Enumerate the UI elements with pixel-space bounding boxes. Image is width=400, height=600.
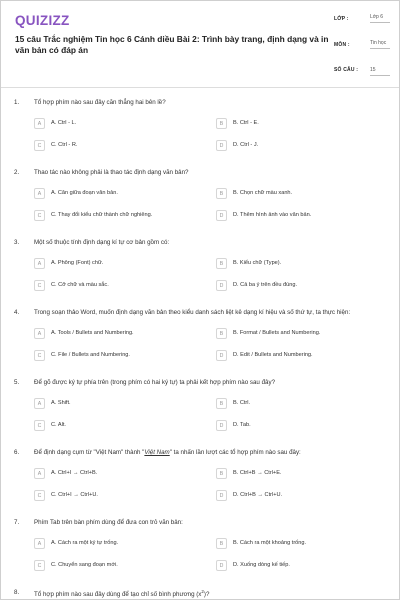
option-a[interactable] — [34, 398, 184, 410]
option-letter-box: C — [34, 210, 45, 221]
option-b[interactable] — [216, 328, 366, 340]
class-label: LỚP : — [334, 16, 349, 22]
option-b[interactable] — [216, 468, 366, 480]
option-letter-box: C — [34, 420, 45, 431]
option-a[interactable] — [34, 118, 184, 130]
quiz-meta — [334, 16, 390, 79]
question-number: 5. — [14, 379, 20, 386]
option-letter-box: D — [216, 490, 227, 501]
question-number: 6. — [14, 449, 20, 456]
option-d[interactable] — [216, 490, 366, 502]
count-label: SỐ CÂU : — [334, 67, 359, 73]
option-text: D. Cả ba ý trên đều đúng. — [233, 282, 298, 288]
option-letter-box: D — [216, 140, 227, 151]
option-letter-box: C — [34, 560, 45, 571]
meta-count-row — [334, 67, 390, 79]
meta-subject-row — [334, 42, 390, 67]
option-c[interactable] — [34, 490, 184, 502]
option-text: D. Xuống dòng kế tiếp. — [233, 562, 290, 568]
option-letter-box: D — [216, 350, 227, 361]
option-d[interactable] — [216, 350, 366, 362]
option-letter-box: D — [216, 210, 227, 221]
document-header — [1, 1, 400, 87]
option-letter-box: B — [216, 468, 227, 479]
option-letter-box: A — [34, 118, 45, 129]
option-b[interactable] — [216, 398, 366, 410]
option-letter-box: A — [34, 188, 45, 199]
option-text: A. Phông (Font) chữ. — [51, 260, 104, 266]
question-text-part: Tổ hợp phím nào sau đây dùng để tạo chỉ số bình phương (x — [34, 591, 202, 599]
option-c[interactable] — [34, 210, 184, 222]
option-text: B. Ctrl+B → Ctrl+E. — [233, 470, 282, 476]
count-value: 15 — [370, 67, 390, 76]
question-text: Phím Tab trên bàn phím dùng để đưa con trỏ văn bản: — [34, 519, 183, 526]
option-letter-box: B — [216, 398, 227, 409]
option-letter-box: A — [34, 468, 45, 479]
question-text-part: )? — [203, 591, 210, 599]
option-letter-box: B — [216, 118, 227, 129]
option-d[interactable] — [216, 140, 366, 152]
option-text: B. Ctrl. — [233, 400, 251, 406]
option-b[interactable] — [216, 118, 366, 130]
question-number: 1. — [14, 99, 20, 106]
option-letter-box: B — [216, 258, 227, 269]
option-text: A. Shift. — [51, 400, 71, 406]
option-text: C. Chuyển sang đoạn mới. — [51, 562, 118, 568]
meta-class-row — [334, 16, 390, 42]
option-text: B. Chọn chữ màu xanh. — [233, 190, 293, 196]
option-text: D. Tab. — [233, 422, 251, 428]
option-letter-box: D — [216, 280, 227, 291]
question-6 — [1, 437, 400, 507]
styled-viet-nam: Việt Nam — [144, 449, 170, 456]
option-text: D. Ctrl+B → Ctrl+U. — [233, 492, 283, 498]
option-letter-box: A — [34, 258, 45, 269]
question-number: 8. — [14, 589, 20, 596]
option-letter-box: A — [34, 398, 45, 409]
option-a[interactable] — [34, 538, 184, 550]
option-letter-box: B — [216, 538, 227, 549]
option-text: D. Edit / Bullets and Numbering. — [233, 352, 313, 358]
option-text: D. Thêm hình ảnh vào văn bản. — [233, 212, 312, 218]
option-text: A. Ctrl - L. — [51, 120, 77, 126]
subject-value: Tin học — [370, 40, 390, 49]
question-1 — [1, 87, 400, 157]
option-text: D. Ctrl - J. — [233, 142, 259, 148]
question-number: 2. — [14, 169, 20, 176]
option-b[interactable] — [216, 258, 366, 270]
option-letter-box: C — [34, 350, 45, 361]
class-value: Lớp 6 — [370, 14, 390, 23]
question-3 — [1, 227, 400, 297]
option-c[interactable] — [34, 280, 184, 292]
question-text: Tổ hợp phím nào sau đây căn thẳng hai bên lề? — [34, 99, 166, 106]
option-text: B. Kiểu chữ (Type). — [233, 260, 282, 266]
option-letter-box: D — [216, 420, 227, 431]
option-text: C. File / Bullets and Numbering. — [51, 352, 130, 358]
question-text: Để gõ được ký tự phía trên (trong phím có hai ký tự) ta phải kết hợp phím nào sau đây? — [34, 379, 276, 386]
option-c[interactable] — [34, 350, 184, 362]
option-c[interactable] — [34, 560, 184, 572]
option-text: B. Format / Bullets and Numbering. — [233, 330, 321, 336]
option-text: C. Cỡ chữ và màu sắc. — [51, 282, 109, 288]
document-title: 15 câu Trắc nghiệm Tin học 6 Cánh diều Bài 2: Trình bày trang, định dạng và in văn bản có đáp án — [15, 34, 329, 55]
question-7 — [1, 507, 400, 577]
option-letter-box: D — [216, 560, 227, 571]
option-text: B. Ctrl - E. — [233, 120, 259, 126]
option-letter-box: A — [34, 328, 45, 339]
option-text: B. Cách ra một khoảng trống. — [233, 540, 307, 546]
question-number: 3. — [14, 239, 20, 246]
option-text: C. Alt. — [51, 422, 66, 428]
question-text-part: Để định dạng cụm từ "Việt Nam" thành " — [34, 449, 145, 456]
option-a[interactable] — [34, 258, 184, 270]
option-letter-box: A — [34, 538, 45, 549]
option-d[interactable] — [216, 560, 366, 572]
subject-label: MÔN : — [334, 42, 350, 48]
option-text: C. Ctrl - R. — [51, 142, 78, 148]
option-d[interactable] — [216, 210, 366, 222]
option-c[interactable] — [34, 420, 184, 432]
question-5 — [1, 367, 400, 437]
option-letter-box: B — [216, 188, 227, 199]
option-text: C. Ctrl+I → Ctrl+U. — [51, 492, 98, 498]
option-b[interactable] — [216, 188, 366, 200]
question-text: Thao tác nào không phải là thao tác định dạng văn bản? — [34, 169, 189, 176]
question-text: Trong soạn thảo Word, muốn định dạng văn bản theo kiểu danh sách liệt kê dạng kí hiệu và số thứ tự, ta thực hiện: — [34, 309, 351, 316]
option-text: A. Căn giữa đoạn văn bản. — [51, 190, 118, 196]
question-4 — [1, 297, 400, 367]
question-text-part: " ta nhấn lần lượt các tổ hợp phím nào sau đây: — [169, 449, 301, 456]
option-d[interactable] — [216, 420, 366, 432]
quizizz-logo — [15, 12, 70, 26]
option-b[interactable] — [216, 538, 366, 550]
option-text: A. Tools / Bullets and Numbering. — [51, 330, 134, 336]
option-letter-box: C — [34, 490, 45, 501]
option-letter-box: C — [34, 280, 45, 291]
option-d[interactable] — [216, 280, 366, 292]
option-letter-box: C — [34, 140, 45, 151]
question-2 — [1, 157, 400, 227]
option-text: A. Cách ra một ký tự trống. — [51, 540, 119, 546]
option-a[interactable] — [34, 468, 184, 480]
logo-text: QUIZIZZ — [15, 13, 70, 28]
option-a[interactable] — [34, 328, 184, 340]
superscript-two: 2 — [201, 589, 204, 594]
question-number: 4. — [14, 309, 20, 316]
question-text — [34, 449, 389, 456]
option-c[interactable] — [34, 140, 184, 152]
question-text: Một số thuộc tính định dạng kí tự cơ bản gồm có: — [34, 239, 170, 246]
option-text: C. Thay đổi kiểu chữ thành chữ nghiêng. — [51, 212, 153, 218]
option-a[interactable] — [34, 188, 184, 200]
question-number: 7. — [14, 519, 20, 526]
question-8 — [1, 577, 400, 600]
option-letter-box: B — [216, 328, 227, 339]
question-text — [34, 589, 389, 598]
option-text: A. Ctrl+I → Ctrl+B. — [51, 470, 98, 476]
